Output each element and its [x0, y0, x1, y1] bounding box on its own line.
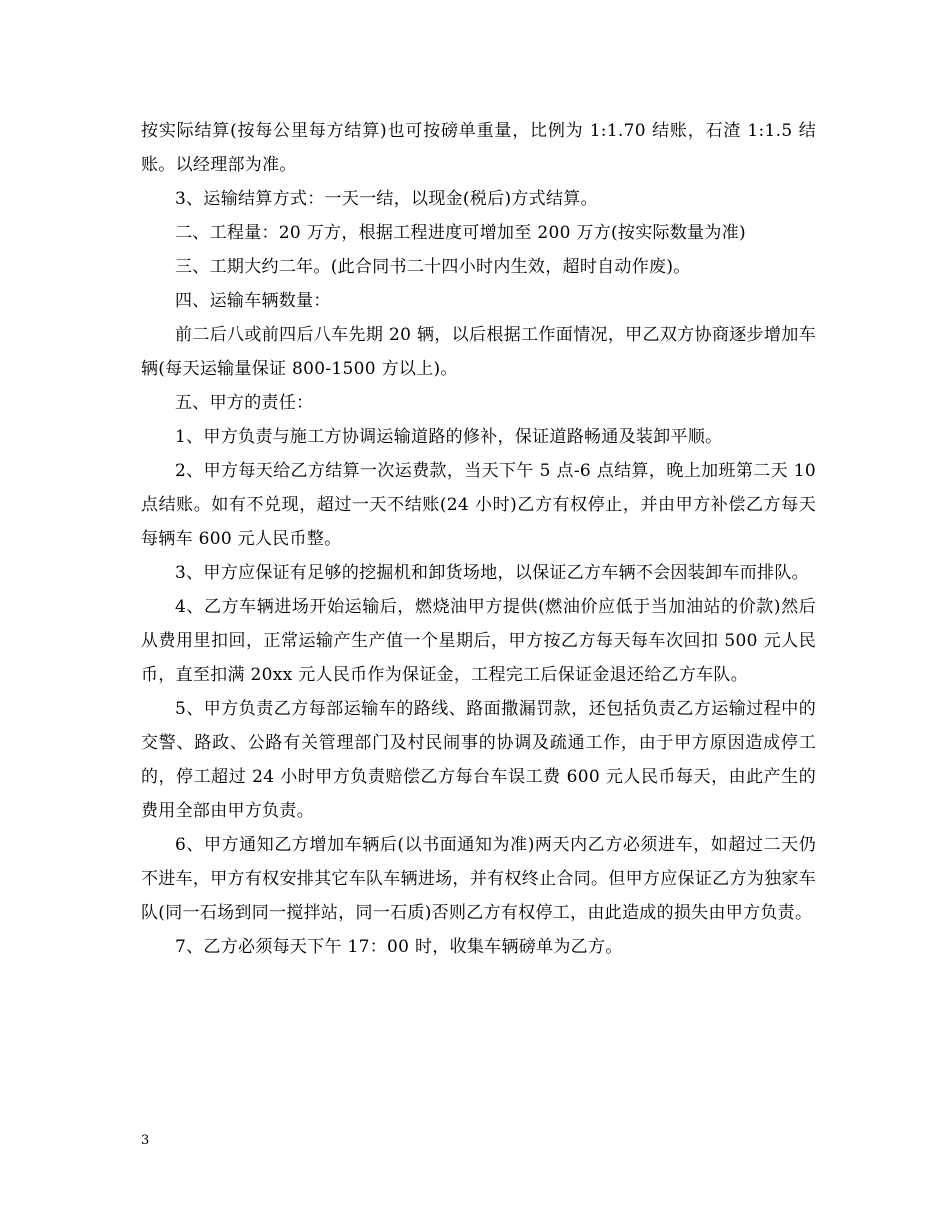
paragraph: 4、乙方车辆进场开始运输后，燃烧油甲方提供(燃油价应低于当加油站的价款)然后从费用里扣回，正常运输产生产值一个星期后，甲方按乙方每天每车次回扣 500 元人民币，直至扣满 20xx 元人民币作为保证金，工程完工后保证金退还给乙方车队。 — [141, 597, 816, 685]
paragraph: 二、工程量：20 万方，根据工程进度可增加至 200 万方(按实际数量为准) — [175, 223, 746, 243]
paragraph: 5、甲方负责乙方每部运输车的路线、路面撒漏罚款，还包括负责乙方运输过程中的交警、路政、公路有关管理部门及村民闹事的协调及疏通工作，由于甲方原因造成停工的，停工超过 24 小时甲方负责赔偿乙方每台车误工费 600 元人民币每天，由此产生的费用全部由甲方负责。 — [141, 699, 816, 821]
paragraph: 按实际结算(按每公里每方结算)也可按磅单重量，比例为 1:1.70 结账，石渣 1:1.5 结账。以经理部为准。 — [141, 121, 816, 175]
paragraph: 三、工期大约二年。(此合同书二十四小时内生效，超时自动作废)。 — [175, 257, 691, 277]
paragraph: 2、甲方每天给乙方结算一次运费款，当天下午 5 点-6 点结算，晚上加班第二天 10 点结账。如有不兑现，超过一天不结账(24 小时)乙方有权停止，并由甲方补偿乙方每天每辆车 600 元人民币整。 — [141, 461, 816, 549]
paragraph: 6、甲方通知乙方增加车辆后(以书面通知为准)两天内乙方必须进车，如超过二天仍不进车，甲方有权安排其它车队车辆进场，并有权终止合同。但甲方应保证乙方为独家车队(同一石场到同一搅拌站，同一石质)否则乙方有权停工，由此造成的损失由甲方负责。 — [141, 835, 816, 923]
paragraph: 3、甲方应保证有足够的挖掘机和卸货场地，以保证乙方车辆不会因装卸车而排队。 — [175, 563, 809, 583]
paragraph: 3、运输结算方式：一天一结，以现金(税后)方式结算。 — [175, 189, 598, 209]
paragraph: 7、乙方必须每天下午 17：00 时，收集车辆磅单为乙方。 — [175, 937, 623, 957]
paragraph: 1、甲方负责与施工方协调运输道路的修补，保证道路畅通及装卸平顺。 — [175, 427, 723, 447]
section-heading: 五、甲方的责任： — [175, 393, 314, 413]
page-number: 3 — [141, 1133, 150, 1148]
document-body — [141, 114, 816, 964]
paragraph: 前二后八或前四后八车先期 20 辆，以后根据工作面情况，甲乙双方协商逐步增加车辆(每天运输量保证 800-1500 方以上)。 — [141, 325, 816, 379]
section-heading: 四、运输车辆数量： — [175, 291, 331, 311]
